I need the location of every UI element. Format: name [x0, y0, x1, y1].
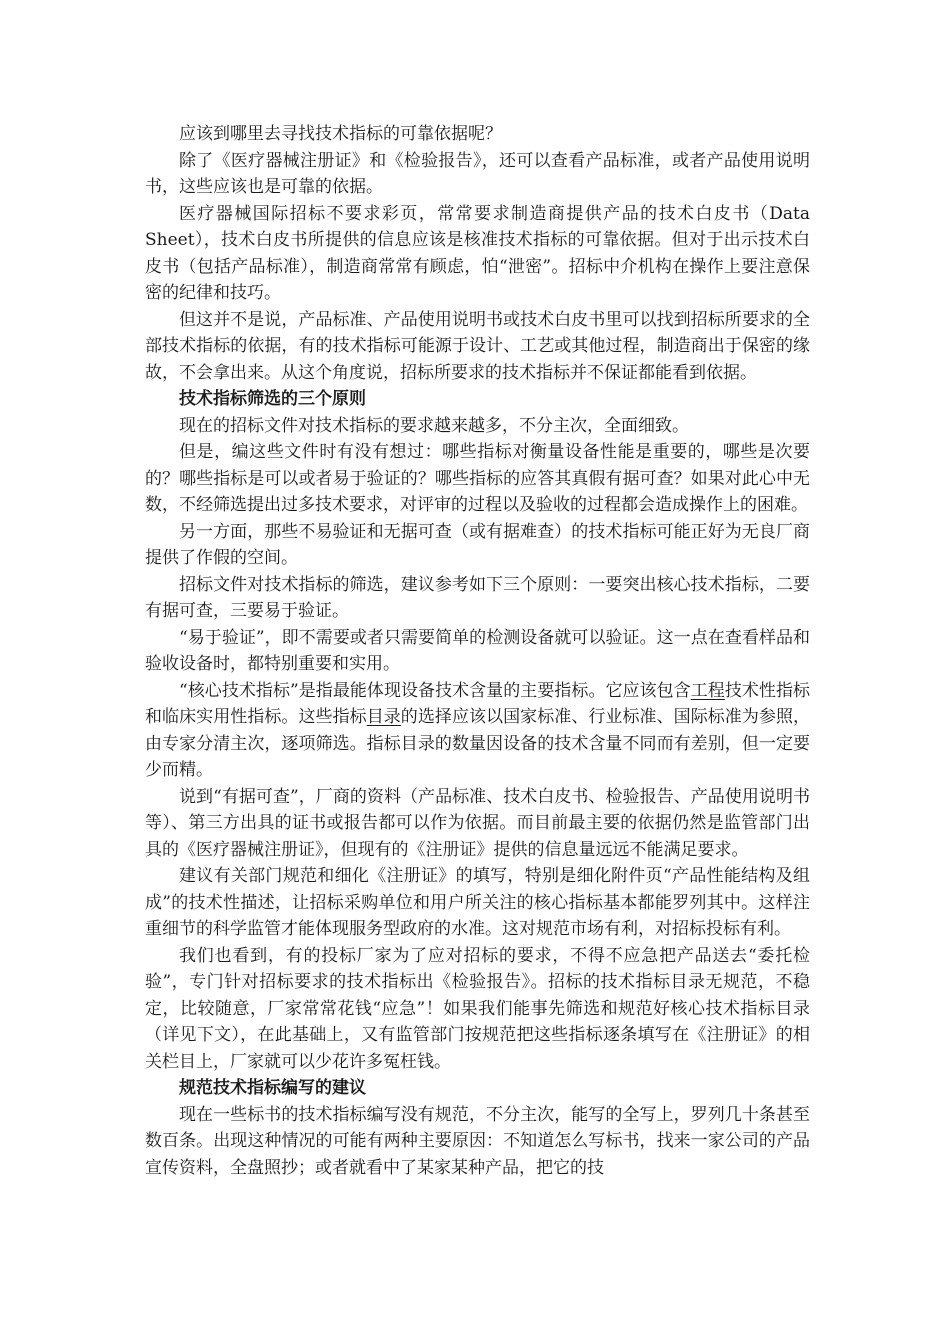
paragraph: 另一方面，那些不易验证和无据可查（或有据难查）的技术指标可能正好为无良厂商提供了作假的空间。: [145, 521, 810, 568]
paragraph-text: “核心技术指标”是指最能体现设备技术含量的主要指标。它应该包含: [179, 680, 691, 701]
paragraph: 但这并不是说，产品标准、产品使用说明书或技术白皮书里可以找到招标所要求的全部技术指标的依据，有的技术指标可能源于设计、工艺或其他过程，制造商出于保密的缘故，不会拿出来。从这个角度说，招标所要求的技术指标并不保证都能看到依据。: [145, 309, 810, 383]
inline-link[interactable]: 目录: [366, 707, 401, 727]
inline-link[interactable]: 工程: [690, 680, 725, 701]
section-heading: 技术指标筛选的三个原则: [179, 389, 366, 409]
paragraph: 说到“有据可查”，厂商的资料（产品标准、技术白皮书、检验报告、产品使用说明书等）、第三方出具的证书或报告都可以作为依据。而目前最主要的依据仍然是监管部门出具的《医疗器械注册证》，但现有的《注册证》提供的信息量远远不能满足要求。: [145, 786, 810, 860]
paragraph: 我们也看到，有的投标厂家为了应对招标的要求，不得不应急把产品送去“委托检验”，专门针对招标要求的技术指标出《检验报告》。招标的技术指标目录无规范，不稳定，比较随意，厂家常常花钱“应急”！如果我们能事先筛选和规范好核心技术指标目录（详见下文），在此基础上，又有监管部门按规范把这些指标逐条填写在《注册证》的相关栏目上，厂家就可以少花许多冤枉钱。: [145, 945, 810, 1072]
paragraph: [145, 678, 810, 784]
paragraph: 医疗器械国际招标不要求彩页，常常要求制造商提供产品的技术白皮书（Data Sheet），技术白皮书所提供的信息应该是核准技术指标的可靠依据。但对于出示技术白皮书（包括产品标准），制造商常常有顾虑，怕“泄密”。招标中介机构在操作上要注意保密的纪律和技巧。: [145, 203, 810, 303]
paragraph: 现在的招标文件对技术指标的要求越来越多，不分主次，全面细致。: [179, 415, 689, 436]
paragraph: 建议有关部门规范和细化《注册证》的填写，特别是细化附件页“产品性能结构及组成”的技术性描述，让招标采购单位和用户所关注的核心指标基本都能罗列其中。这样注重细节的科学监管才能体现服务型政府的水准。这对规范市场有利，对招标投标有利。: [145, 866, 810, 939]
paragraph: 招标文件对技术指标的筛选，建议参考如下三个原则：一要突出核心技术指标，二要有据可查，三要易于验证。: [145, 574, 810, 621]
document-body: [145, 121, 810, 1181]
paragraph-text: 的选择应该以国家标准、行业标准、国际标准为参照，由专家分清主次，逐项筛选。指标目录的数量因设备的技术含量不同而有差别，但一定要少而精。: [145, 707, 811, 780]
paragraph: 应该到哪里去寻找技术指标的可靠依据呢？: [179, 124, 502, 144]
section-heading: 规范技术指标编写的建议: [179, 1078, 366, 1098]
paragraph-text: 技术性指标和临床实用性指标。这些指标: [145, 680, 811, 727]
paragraph: 除了《医疗器械注册证》和《检验报告》，还可以查看产品标准，或者产品使用说明书，这些应该也是可靠的依据。: [145, 150, 810, 197]
paragraph: 现在一些标书的技术指标编写没有规范，不分主次，能写的全写上，罗列几十条甚至数百条。出现这种情况的可能有两种主要原因：不知道怎么写标书，找来一家公司的产品宣传资料，全盘照抄；或者就看中了某家某种产品，把它的技: [145, 1104, 810, 1178]
paragraph: 但是，编这些文件时有没有想过：哪些指标对衡量设备性能是重要的，哪些是次要的？哪些指标是可以或者易于验证的？哪些指标的应答其真假有据可查？如果对此心中无数，不经筛选提出过多技术要求，对评审的过程以及验收的过程都会造成操作上的困难。: [145, 442, 810, 515]
paragraph: “易于验证”，即不需要或者只需要简单的检测设备就可以验证。这一点在查看样品和验收设备时，都特别重要和实用。: [145, 627, 810, 674]
